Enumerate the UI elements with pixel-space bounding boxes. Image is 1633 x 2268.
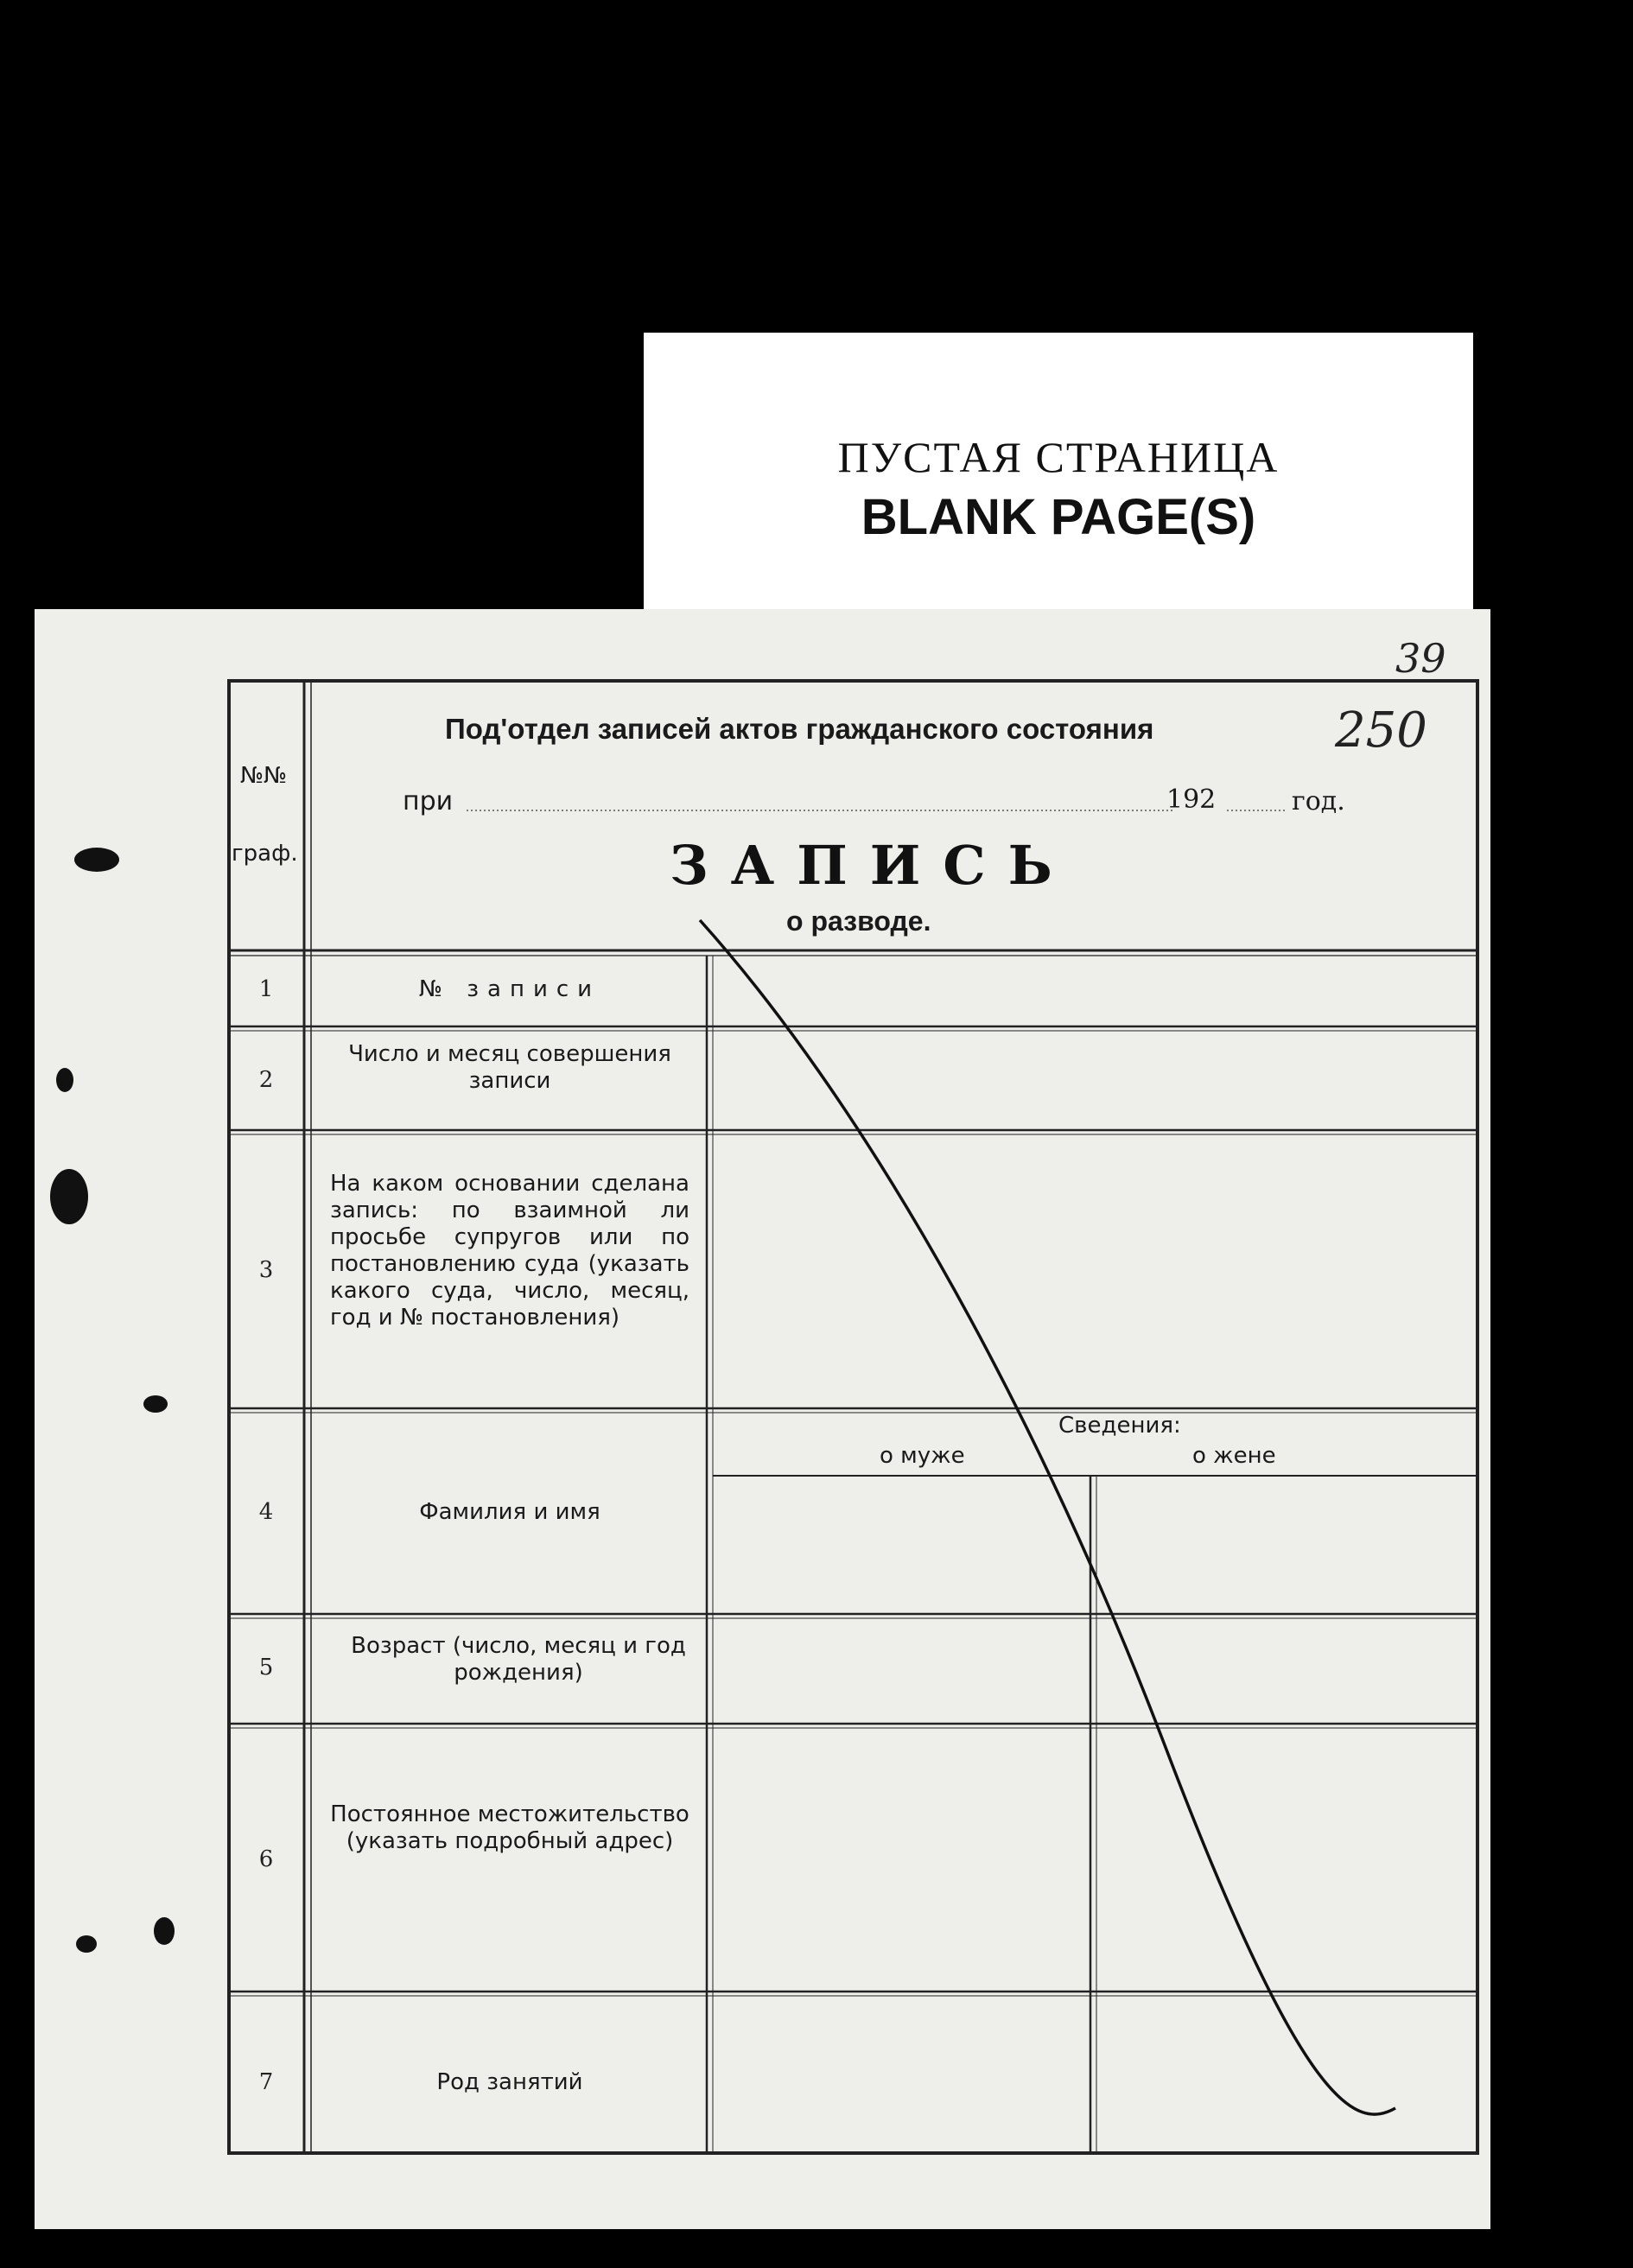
row-number: 7 — [258, 2069, 274, 2095]
row-label: Фамилия и имя — [419, 1499, 600, 1525]
at-label: при — [403, 786, 454, 816]
row-number: 2 — [258, 1067, 274, 1093]
husband-label: о муже — [880, 1443, 965, 1469]
blank-page-label-ru: ПУСТАЯ СТРАНИЦА — [837, 433, 1280, 481]
row-number: 3 — [258, 1257, 274, 1283]
blank-page-label-en: BLANK PAGE(S) — [861, 489, 1256, 545]
row-number: 6 — [258, 1846, 274, 1872]
form-subtitle: о разводе. — [786, 905, 931, 937]
row-number: 1 — [258, 976, 274, 1002]
form-title: ЗАПИСЬ — [670, 834, 1075, 897]
year-prefix: 192 — [1166, 785, 1217, 815]
row-label: № записи — [418, 976, 601, 1002]
row-label: Род занятий — [436, 2069, 583, 2095]
year-suffix: год. — [1292, 786, 1345, 816]
form-sheet — [35, 609, 1490, 2229]
column-label-numbers: №№ — [240, 763, 288, 789]
row-label: Постоянное местожительство (указать подробный адрес) — [330, 1801, 689, 1854]
column-label-graph: граф. — [232, 841, 298, 867]
info-label: Сведения: — [1058, 1413, 1181, 1439]
wife-label: о жене — [1192, 1443, 1276, 1469]
row-label: На каком основании сделана запись: по взаимной ли просьбе супругов или по постановлению суда (указать какого суда, число, месяц, год и № постановления) — [330, 1171, 689, 1331]
page-number: 39 — [1395, 635, 1446, 682]
row-label: Возраст (число, месяц и год рождения) — [351, 1633, 686, 1686]
row-number: 4 — [258, 1499, 274, 1525]
blank-page-card — [644, 333, 1473, 622]
form-header: Под'отдел записей актов гражданского состояния — [445, 713, 1154, 745]
row-label: Число и месяц совершения записи — [348, 1041, 671, 1094]
record-number-handwritten: 250 — [1335, 702, 1427, 759]
row-number: 5 — [258, 1655, 274, 1680]
